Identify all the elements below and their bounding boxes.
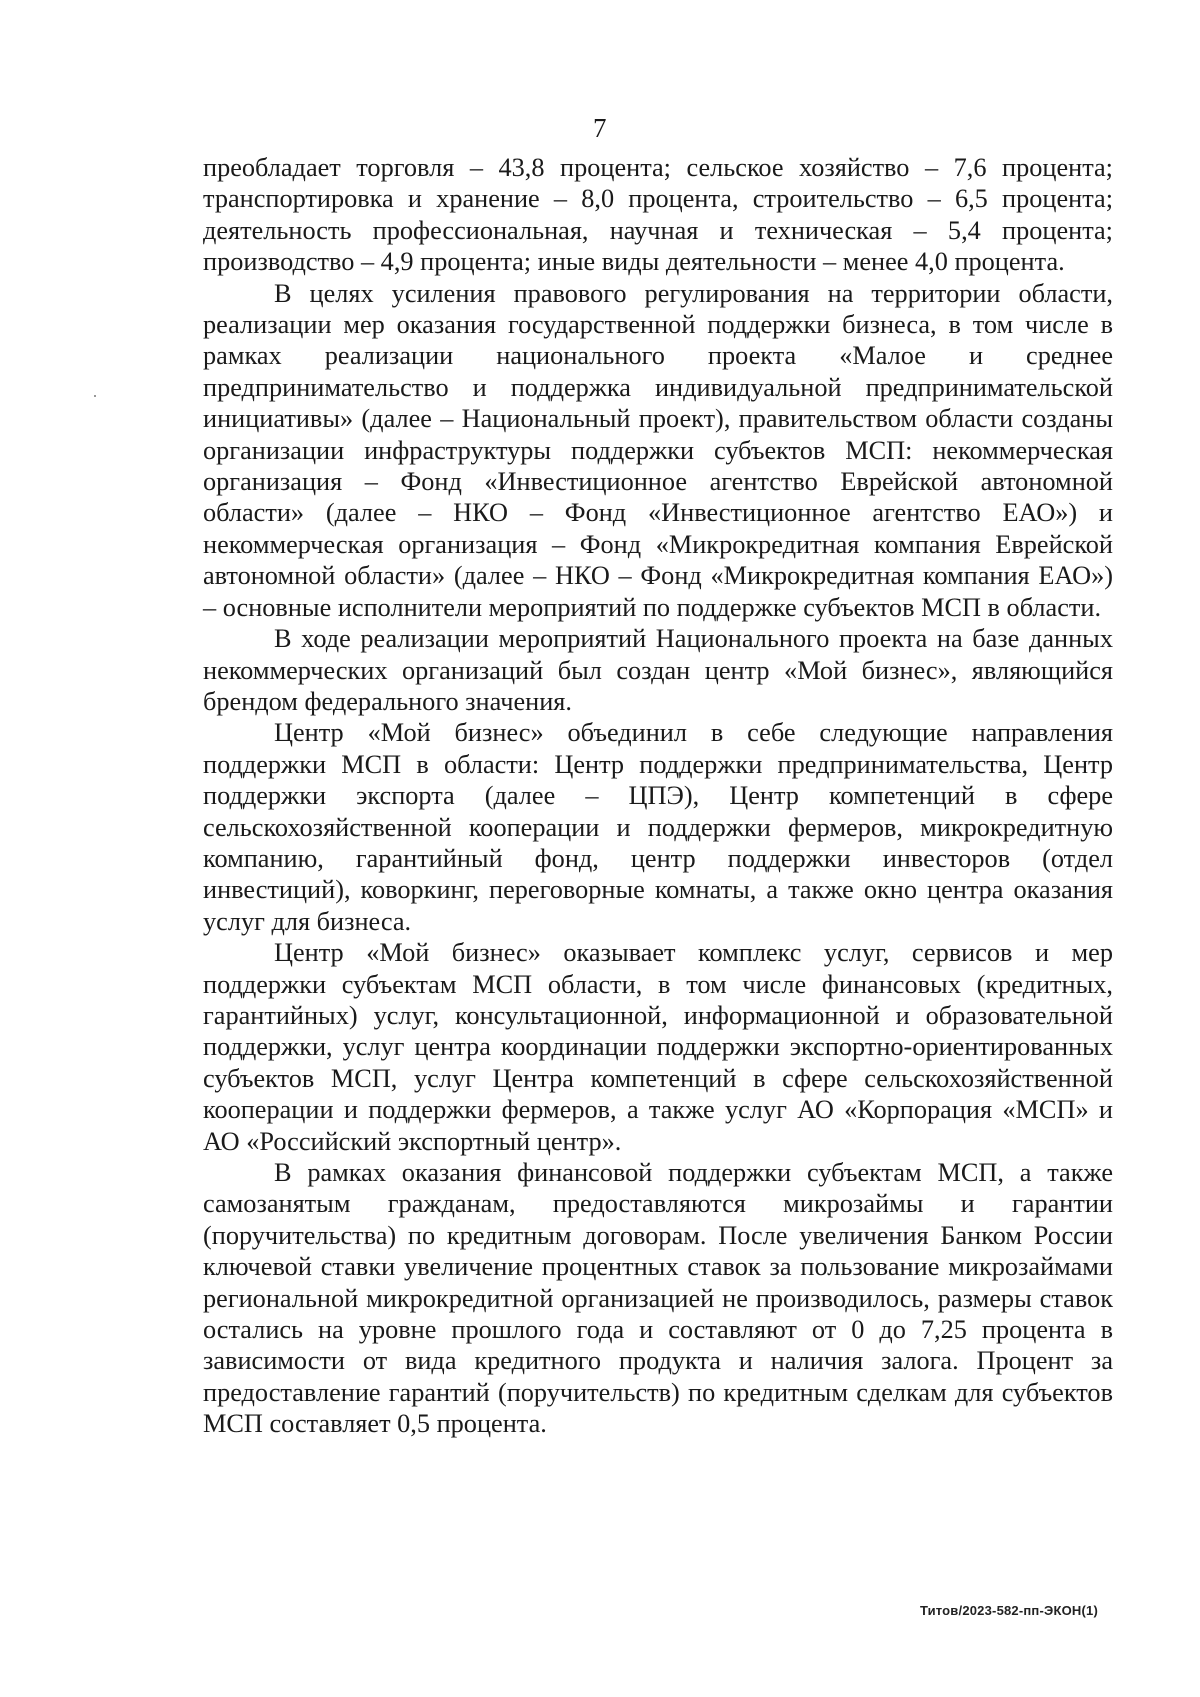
paragraph-support-directions: Центр «Мой бизнес» объединил в себе следующие направления поддержки МСП в области: Центр поддержки предпринимательства, Центр поддержки экспорта (далее – ЦПЭ), Центр компетенций в сфере сельскохозяйственной кооперации и поддержки фермеров, микрокредитную компанию, гарантийный фонд, центр поддержки инвесторов (отдел инвестиций), коворкинг, переговорные комнаты, а также окно центра оказания услуг для бизнеса. xyxy=(203,718,1113,936)
paragraph-services: Центр «Мой бизнес» оказывает комплекс услуг, сервисов и мер поддержки субъектам МСП области, в том числе финансовых (кредитных, гарантийных) услуг, консультационной, информационной и образовательной поддержки, услуг центра координации поддержки экспортно-ориентированных субъектов МСП, услуг Центра компетенций в сфере сельскохозяйственной кооперации и поддержки фермеров, а также услуг АО «Корпорация «МСП» и АО «Российский экспортный центр». xyxy=(203,938,1113,1156)
scan-speck xyxy=(94,395,96,397)
page-number: 7 xyxy=(593,113,607,143)
paragraph-infrastructure: В целях усиления правового регулирования на территории области, реализации мер оказания государственной поддержки бизнеса, в том числе в рамках реализации национального проекта «Малое и среднее предпринимательство и поддержка индивидуальной предпринимательской инициативы» (далее – Национальный проект), правительством области созданы организации инфраструктуры поддержки субъектов МСП: некоммерческая организация – Фонд «Инвестиционное агентство Еврейской автономной области» (далее – НКО – Фонд «Инвестиционное агентство ЕАО») и некоммерческая организация – Фонд «Микрокредитная компания Еврейской автономной области» (далее – НКО – Фонд «Микрокредитная компания ЕАО») – основные исполнители мероприятий по поддержке субъектов МСП в области. xyxy=(203,278,1113,622)
paragraph-financial-support: В рамках оказания финансовой поддержки субъектам МСП, а также самозанятым гражданам, предоставляются микрозаймы и гарантии (поручительства) по кредитным договорам. После увеличения Банком России ключевой ставки увеличение процентных ставок за пользование микрозаймами региональной микрокредитной организацией не производилось, размеры ставок остались на уровне прошлого года и составляют от 0 до 7,25 процента в зависимости от вида кредитного продукта и наличия залога. Процент за предоставление гарантий (поручительств) по кредитным сделкам для субъектов МСП составляет 0,5 процента. xyxy=(203,1158,1113,1439)
document-body xyxy=(203,152,1113,1440)
paragraph-continuation: преобладает торговля – 43,8 процента; сельское хозяйство – 7,6 процента; транспортировка и хранение – 8,0 процента, строительство – 6,5 процента; деятельность профессиональная, научная и техническая – 5,4 процента; производство – 4,9 процента; иные виды деятельности – менее 4,0 процента. xyxy=(203,153,1113,277)
paragraph-my-business-center: В ходе реализации мероприятий Национального проекта на базе данных некоммерческих организаций был создан центр «Мой бизнес», являющийся брендом федерального значения. xyxy=(203,624,1113,716)
document-code: Титов/2023-582-пп-ЭКОН(1) xyxy=(919,1603,1098,1618)
